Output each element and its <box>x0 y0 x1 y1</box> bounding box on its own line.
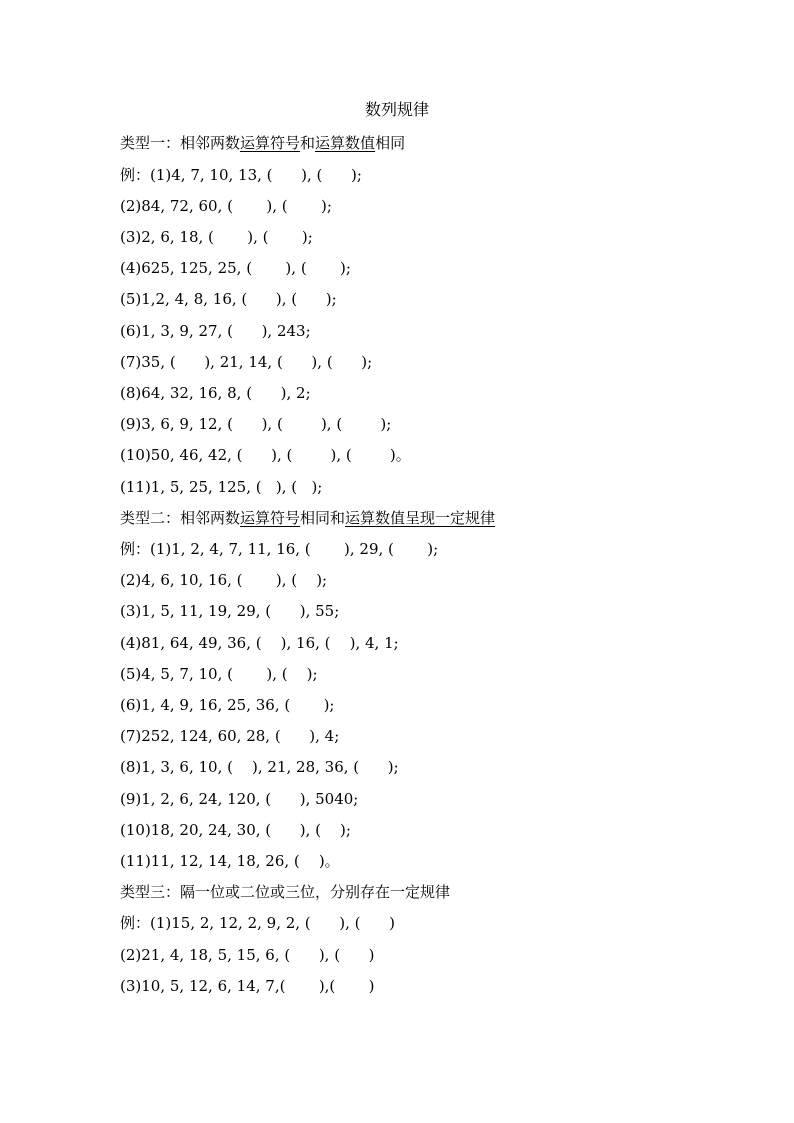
problem-line: (11)1, 5, 25, 125, ( ), ( ); <box>120 478 323 496</box>
problem-line: 例：(1)15, 2, 12, 2, 9, 2, ( ), ( ) <box>120 914 395 932</box>
problem-line: (4)81, 64, 49, 36, ( ), 16, ( ), 4, 1; <box>120 634 399 652</box>
heading-underlined-text: 运算符号 <box>240 509 301 527</box>
problem-line: (9)1, 2, 6, 24, 120, ( ), 5040; <box>120 790 359 808</box>
problem-line: (8)1, 3, 6, 10, ( ), 21, 28, 36, ( ); <box>120 758 399 776</box>
problem-line: (2)21, 4, 18, 5, 15, 6, ( ), ( ) <box>120 946 375 964</box>
problem-line: (8)64, 32, 16, 8, ( ), 2; <box>120 384 311 402</box>
heading-underlined-text: 运算数值呈现一定规律 <box>345 509 496 527</box>
problem-line: (3)2, 6, 18, ( ), ( ); <box>120 228 313 246</box>
problem-line: 例：(1)1, 2, 4, 7, 11, 16, ( ), 29, ( ); <box>120 540 439 558</box>
section-3-heading: 类型三：隔一位或二位或三位，分别存在一定规律 <box>120 883 451 901</box>
problem-line: (7)35, ( ), 21, 14, ( ), ( ); <box>120 353 373 371</box>
page-title: 数列规律 <box>364 100 429 119</box>
problem-line: (5)4, 5, 7, 10, ( ), ( ); <box>120 665 318 683</box>
section-2-heading <box>120 507 495 529</box>
problem-line: (3)10, 5, 12, 6, 14, 7,( ),( ) <box>120 977 375 995</box>
heading-underlined-text: 运算数值 <box>315 134 376 152</box>
problem-line: (5)1,2, 4, 8, 16, ( ), ( ); <box>120 290 337 308</box>
problem-line: (10)18, 20, 24, 30, ( ), ( ); <box>120 821 351 839</box>
problem-line: (2)4, 6, 10, 16, ( ), ( ); <box>120 571 328 589</box>
problem-line: (6)1, 4, 9, 16, 25, 36, ( ); <box>120 696 335 714</box>
problem-line: (6)1, 3, 9, 27, ( ), 243; <box>120 322 311 340</box>
problem-line: (3)1, 5, 11, 19, 29, ( ), 55; <box>120 602 340 620</box>
heading-text: 相同和 <box>300 509 346 527</box>
heading-text: 相同 <box>375 134 406 152</box>
heading-text: 和 <box>300 134 316 152</box>
problem-line: (2)84, 72, 60, ( ), ( ); <box>120 197 332 215</box>
problem-line: 例：(1)4, 7, 10, 13, ( ), ( ); <box>120 166 362 184</box>
problem-line: (9)3, 6, 9, 12, ( ), ( ), ( ); <box>120 415 392 433</box>
problem-line: (10)50, 46, 42, ( ), ( ), ( )。 <box>120 446 411 464</box>
section-1-heading <box>120 132 405 154</box>
heading-underlined-text: 运算符号 <box>240 134 301 152</box>
heading-text: 类型一：相邻两数 <box>120 134 241 152</box>
heading-text: 类型二：相邻两数 <box>120 509 241 527</box>
problem-line: (11)11, 12, 14, 18, 26, ( )。 <box>120 852 340 870</box>
problem-line: (7)252, 124, 60, 28, ( ), 4; <box>120 727 340 745</box>
problem-line: (4)625, 125, 25, ( ), ( ); <box>120 259 351 277</box>
